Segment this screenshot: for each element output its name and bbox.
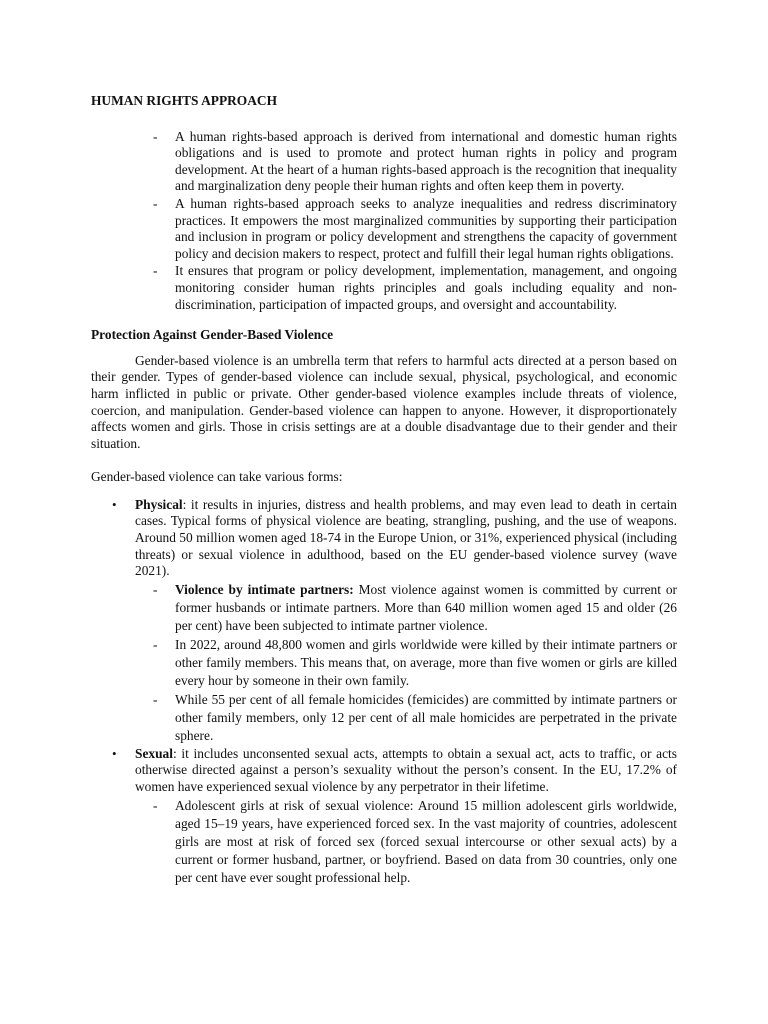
list-item-physical xyxy=(112,496,678,745)
bullet-icon: • xyxy=(112,745,117,761)
document-body xyxy=(91,93,677,888)
sexual-sublist xyxy=(175,797,677,887)
list-item xyxy=(175,581,677,635)
list-item: - It ensures that program or policy development, implementation, management, and ongoing monitoring consider human rights principles and goals including equality and non-discrimination, participation of impacted groups, and oversight and accountability. xyxy=(175,263,677,313)
list-item: - A human rights-based approach is derived from international and domestic human rights obligations and is used to promote and protect human rights in policy and program development. At the heart of a human rights-based approach is the recognition that inequality and marginalization deny people their human rights and often keep them in poverty. xyxy=(175,129,677,195)
list-item-sexual xyxy=(112,745,677,887)
list-item: - Adolescent girls at risk of sexual violence: Around 15 million adolescent girls worldwide, aged 15–19 years, have experienced forced sex. In the vast majority of countries, adolescent girls are most at risk of forced sex (forced sexual intercourse or other sexual acts) by a current or former husband, partner, or boyfriend. Based on data from 30 countries, only one per cent have ever sought professional help. xyxy=(175,797,677,887)
section-heading-human-rights: HUMAN RIGHTS APPROACH xyxy=(91,93,277,108)
physical-label: Physical xyxy=(135,496,183,512)
bullet-icon: • xyxy=(112,496,117,512)
human-rights-list xyxy=(175,129,677,314)
sub-label: Violence by intimate partners: xyxy=(175,581,354,597)
physical-sublist xyxy=(175,581,677,745)
list-item: - In 2022, around 48,800 women and girls worldwide were killed by their intimate partners or other family members. This means that, on average, more than five women or girls are killed every hour by someone in their own family. xyxy=(175,636,677,690)
sexual-text: : it includes unconsented sexual acts, attempts to obtain a sexual act, acts to traffic, or acts otherwise directed against a person’s sexuality without the person’s consent. In the EU, 17.2% of women have experienced sexual violence by any perpetrator in their lifetime. xyxy=(135,745,677,795)
physical-text: : it results in injuries, distress and health problems, and may even lead to death in certain cases. Typical forms of physical violence are beating, strangling, pushing, and the use of weapons. Around 50 million women aged 18-74 in the Europe Union, or 31%, experienced physical (including threats) or sexual violence in adulthood, based on the EU gender-based violence survey (wave 2021). xyxy=(135,496,677,579)
section-heading-gbv: Protection Against Gender-Based Violence xyxy=(91,327,334,343)
sub-text: Most violence against women is committed by current or former husbands or intimate partners. More than 640 million women aged 15 and older (26 per cent) have been subjected to intimate partner violence. xyxy=(175,581,678,633)
forms-list xyxy=(112,496,678,887)
gbv-paragraph: Gender-based violence is an umbrella term that refers to harmful acts directed at a person based on their gender. Types of gender-based violence can include sexual, physical, psychological, and economic harm inflicted in public or private. Other gender-based violence examples include threats of violence, coercion, and manipulation. Gender-based violence can happen to anyone. However, it disproportionately affects women and girls. Those in crisis settings are at a double disadvantage due to their gender and their situation. xyxy=(91,352,677,451)
sexual-label: Sexual xyxy=(135,745,173,761)
list-item: - While 55 per cent of all female homicides (femicides) are committed by intimate partners or other family members, only 12 per cent of all male homicides are perpetrated in the private sphere. xyxy=(175,691,677,745)
list-item: - A human rights-based approach seeks to analyze inequalities and redress discriminatory practices. It empowers the most marginalized communities by supporting their participation and inclusion in program or policy development and strengthens the capacity of government policy and decision makers to respect, protect and fulfill their legal human rights obligations. xyxy=(175,196,677,262)
forms-intro: Gender-based violence can take various forms: xyxy=(91,469,343,485)
